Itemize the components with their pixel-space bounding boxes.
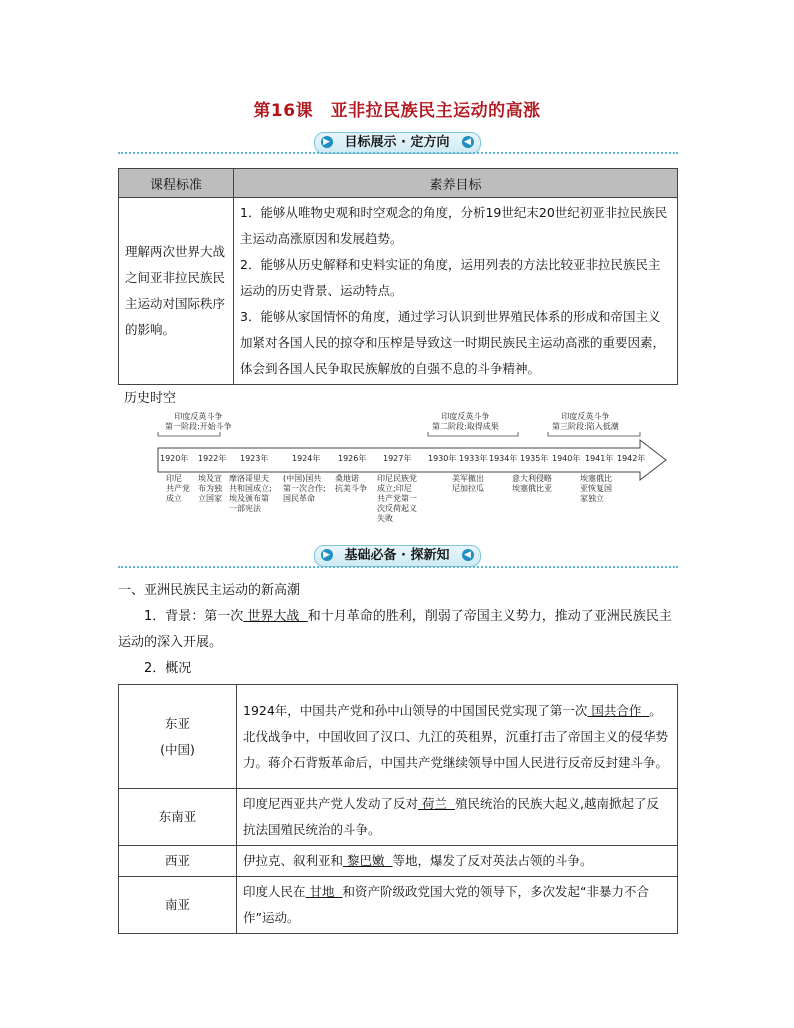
event-1941: 埃塞俄比 亚恢复国 家独立: [580, 474, 612, 503]
divider: [118, 152, 678, 154]
event-1927: 印尼民族党 成立;印尼 共产党第一 次反荷起义 失败: [377, 474, 417, 523]
table-row: [119, 846, 678, 877]
goal-1: 1．能够从唯物史观和时空观念的角度，分析19世纪末20世纪初亚非拉民族民主运动高涨原因和发展趋势。: [240, 205, 668, 246]
blank-answer: 甘地: [309, 884, 335, 899]
standard-cell: 理解两次世界大战之间亚非拉民族民主运动对国际秩序的影响。: [119, 198, 234, 385]
region-cell: 南亚: [119, 877, 237, 934]
year-1933: 1933年: [459, 454, 488, 463]
event-1920: 印尼 共产党 成立: [166, 474, 190, 503]
section-heading: 一、亚洲民族民主运动的新高潮: [118, 583, 301, 598]
background-paragraph: 1．背景：第一次 世界大战 和十月革命的胜利，削弱了帝国主义势力，推动了亚洲民族民主运动的深入开展。: [118, 609, 672, 650]
blank-answer: 荷兰: [422, 796, 448, 811]
header-goal: 素养目标: [234, 169, 678, 198]
year-1941: 1941年: [585, 454, 614, 463]
goals-cell: [234, 198, 678, 385]
event-1926: 桑地诺 抗美斗争: [335, 474, 367, 493]
content-cell: 伊拉克、叙利亚和 黎巴嫩 等地，爆发了反对英法占领的斗争。: [237, 846, 678, 877]
event-1922: 埃及宣 布为独 立国家: [198, 474, 222, 503]
event-1923: 摩洛哥里夫 共和国成立; 埃及颁布第 一部宪法: [229, 474, 272, 513]
goal-banner: [0, 132, 794, 154]
phase-2: 印度反英斗争 第二阶段:取得成果: [432, 412, 499, 431]
header-standard: 课程标准: [119, 169, 234, 198]
blank-answer: 世界大战: [247, 609, 300, 624]
table-row: [119, 685, 678, 789]
arrow-right-icon: ▶: [321, 549, 333, 561]
event-1924: (中国)国共 第一次合作; 国民革命: [283, 474, 326, 503]
content-cell: 1924年，中国共产党和孙中山领导的中国国民党实现了第一次 国共合作 。北伐战争中，中国收回了汉口、九江的英租界，沉重打击了帝国主义的侵华势力。蒋介石背叛革命后，中国共产党继续领导中国人民进行反帝反封建斗争。: [237, 685, 678, 789]
region-cell: 东南亚: [119, 789, 237, 846]
overview-label: 2．概况: [144, 661, 192, 676]
year-1927: 1927年: [383, 454, 412, 463]
year-1930: 1930年: [428, 454, 457, 463]
year-1922: 1922年: [198, 454, 227, 463]
basics-banner-text: 基础必备 · 探新知: [344, 548, 450, 563]
phase-1: 印度反英斗争 第一阶段:开始斗争: [165, 412, 232, 431]
goal-3: 3．能够从家国情怀的角度，通过学习认识到世界殖民体系的形成和帝国主义加紧对各国人民的掠夺和压榨是导致这一时期民族民主运动高涨的重要因素，体会到各国人民争取民族解放的自强不息的斗争精神。: [240, 309, 666, 376]
region-cell: 东亚 (中国): [119, 685, 237, 789]
event-1935: 意大利侵略 埃塞俄比亚: [512, 474, 552, 493]
year-1934: 1934年: [489, 454, 518, 463]
overview-table: [118, 684, 678, 934]
blank-answer: 黎巴嫩: [347, 853, 385, 868]
content-cell: 印度人民在 甘地 和资产阶级政党国大党的领导下，多次发起“非暴力不合作”运动。: [237, 877, 678, 934]
arrow-left-icon: ◀: [462, 549, 474, 561]
standards-table: [118, 168, 678, 385]
goal-banner-text: 目标展示 · 定方向: [344, 135, 450, 150]
year-1926: 1926年: [338, 454, 367, 463]
arrow-left-icon: ◀: [462, 136, 474, 148]
year-1923: 1923年: [240, 454, 269, 463]
event-1934: 美军撤出 尼加拉瓜: [452, 474, 484, 493]
content-cell: 印度尼西亚共产党人发动了反对 荷兰 殖民统治的民族大起义,越南掀起了反抗法国殖民统治的斗争。: [237, 789, 678, 846]
year-1940: 1940年: [552, 454, 581, 463]
page-title: 第16课 亚非拉民族民主运动的高涨: [253, 101, 541, 121]
year-1920: 1920年: [160, 454, 189, 463]
region-cell: 西亚: [119, 846, 237, 877]
blank-answer: 国共合作: [591, 702, 642, 718]
year-1942: 1942年: [617, 454, 646, 463]
basics-banner: [0, 545, 794, 567]
table-row: [119, 877, 678, 934]
year-1924: 1924年: [292, 454, 321, 463]
timeline-label: 历史时空: [124, 391, 177, 406]
goal-2: 2．能够从历史解释和史料实证的角度，运用列表的方法比较亚非拉民族民主运动的历史背景、运动特点。: [240, 257, 661, 298]
table-row: [119, 789, 678, 846]
phase-3: 印度反英斗争 第三阶段:陷入低潮: [552, 412, 619, 431]
year-1935: 1935年: [520, 454, 549, 463]
divider: [118, 566, 678, 568]
arrow-right-icon: ▶: [321, 136, 333, 148]
